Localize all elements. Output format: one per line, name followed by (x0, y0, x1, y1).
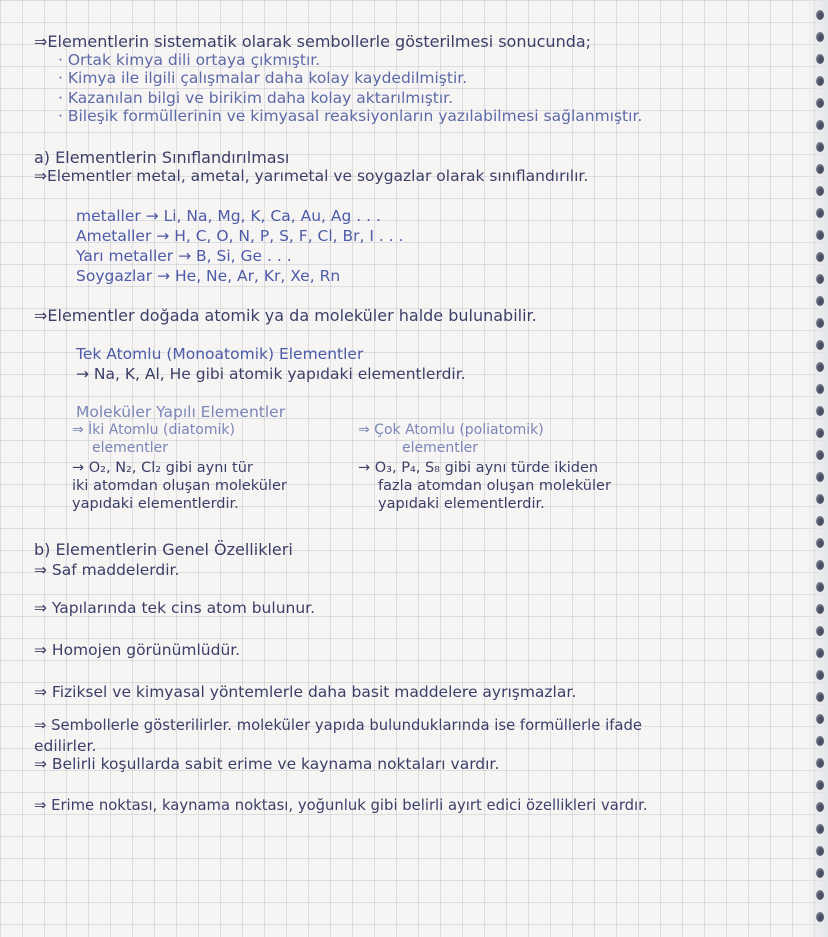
intro-bullet: · Ortak kimya dili ortaya çıkmıştır. (58, 51, 321, 69)
binding-ring-icon (816, 252, 824, 262)
class-row (76, 226, 404, 246)
binding-ring-icon (816, 626, 824, 636)
binding-ring-icon (816, 846, 824, 856)
property-item: ⇒ Belirli koşullarda sabit erime ve kaynama noktaları vardır. (34, 755, 500, 773)
binding-ring-icon (816, 230, 824, 240)
class-row (76, 246, 292, 266)
class-row (76, 266, 340, 286)
binding-ring-icon (816, 208, 824, 218)
polyatomic-title: ⇒ Çok Atomlu (poliatomik) (358, 422, 544, 438)
binding-ring-icon (816, 362, 824, 372)
section-a-title: a) Elementlerin Sınıflandırılması (34, 148, 290, 167)
binding-ring-icon (816, 516, 824, 526)
binding-ring-icon (816, 758, 824, 768)
intro-bullet: · Bileşik formüllerinin ve kimyasal reaksiyonların yazılabilmesi sağlanmıştır. (58, 107, 643, 125)
binding-ring-icon (816, 890, 824, 900)
property-item: ⇒ Homojen görünümlüdür. (34, 641, 241, 659)
binding-ring-icon (816, 54, 824, 64)
binding-ring-icon (816, 780, 824, 790)
binding-ring-icon (816, 582, 824, 592)
binding-ring-icon (816, 472, 824, 482)
binding-ring-icon (816, 164, 824, 174)
molecular-title: Moleküler Yapılı Elementler (76, 403, 286, 421)
property-item: ⇒ Yapılarında tek cins atom bulunur. (34, 599, 316, 617)
binding-ring-icon (816, 714, 824, 724)
property-item: ⇒ Saf maddelerdir. (34, 561, 180, 579)
binding-ring-icon (816, 10, 824, 20)
binding-ring-icon (816, 670, 824, 680)
mono-title: Tek Atomlu (Monoatomik) Elementler (76, 345, 364, 363)
class-label: Yarı metaller (76, 247, 174, 265)
spiral-binding (806, 0, 828, 937)
binding-ring-icon (816, 538, 824, 548)
binding-ring-icon (816, 76, 824, 86)
binding-ring-icon (816, 494, 824, 504)
property-item: ⇒ Sembollerle gösterilirler. moleküler yapıda bulunduklarında ise formüllerle ifade (34, 717, 642, 734)
class-examples: → Li, Na, Mg, K, Ca, Au, Ag . . . (145, 207, 381, 225)
intro-heading: ⇒Elementlerin sistematik olarak sembollerle gösterilmesi sonucunda; (34, 32, 592, 51)
binding-ring-icon (816, 340, 824, 350)
binding-ring-icon (816, 912, 824, 922)
binding-ring-icon (816, 824, 824, 834)
binding-ring-icon (816, 186, 824, 196)
binding-ring-icon (816, 560, 824, 570)
binding-ring-icon (816, 406, 824, 416)
section-a-intro: ⇒Elementler metal, ametal, yarımetal ve soygazlar olarak sınıflandırılır. (34, 167, 589, 185)
binding-ring-icon (816, 98, 824, 108)
binding-ring-icon (816, 428, 824, 438)
property-item: ⇒ Erime noktası, kaynama noktası, yoğunluk gibi belirli ayırt edici özellikleri vardır. (34, 797, 648, 814)
binding-ring-icon (816, 274, 824, 284)
binding-ring-icon (816, 648, 824, 658)
class-label: Ametaller (76, 227, 152, 245)
polyatomic-desc: yapıdaki elementlerdir. (378, 496, 545, 512)
diatomic-desc: iki atomdan oluşan moleküler (72, 478, 287, 494)
binding-ring-icon (816, 384, 824, 394)
intro-bullet: · Kazanılan bilgi ve birikim daha kolay aktarılmıştır. (58, 89, 454, 107)
binding-ring-icon (816, 604, 824, 614)
class-examples: → B, Si, Ge . . . (178, 247, 292, 265)
property-item: edilirler. (34, 737, 97, 755)
diatomic-title: ⇒ İki Atomlu (diatomik) (72, 422, 235, 438)
nature-line: ⇒Elementler doğada atomik ya da moleküler halde bulunabilir. (34, 306, 537, 325)
intro-bullet: · Kimya ile ilgili çalışmalar daha kolay kaydedilmiştir. (58, 69, 468, 87)
polyatomic-title: elementler (402, 440, 478, 456)
binding-ring-icon (816, 318, 824, 328)
diatomic-desc: → O₂, N₂, Cl₂ gibi aynı tür (72, 460, 253, 476)
class-label: Soygazlar (76, 267, 153, 285)
mono-desc: → Na, K, Al, He gibi atomik yapıdaki elementlerdir. (76, 365, 466, 383)
class-examples: → He, Ne, Ar, Kr, Xe, Rn (157, 267, 341, 285)
class-label: metaller (76, 207, 141, 225)
binding-ring-icon (816, 802, 824, 812)
polyatomic-desc: fazla atomdan oluşan moleküler (378, 478, 611, 494)
binding-ring-icon (816, 736, 824, 746)
diatomic-title: elementler (92, 440, 168, 456)
binding-ring-icon (816, 450, 824, 460)
binding-ring-icon (816, 142, 824, 152)
binding-ring-icon (816, 296, 824, 306)
binding-ring-icon (816, 32, 824, 42)
class-examples: → H, C, O, N, P, S, F, Cl, Br, I . . . (156, 227, 404, 245)
property-item: ⇒ Fiziksel ve kimyasal yöntemlerle daha basit maddelere ayrışmazlar. (34, 683, 577, 701)
class-row (76, 206, 381, 226)
polyatomic-desc: → O₃, P₄, S₈ gibi aynı türde ikiden (358, 460, 599, 476)
binding-ring-icon (816, 868, 824, 878)
section-b-title: b) Elementlerin Genel Özellikleri (34, 540, 293, 559)
diatomic-desc: yapıdaki elementlerdir. (72, 496, 239, 512)
binding-ring-icon (816, 120, 824, 130)
binding-ring-icon (816, 692, 824, 702)
